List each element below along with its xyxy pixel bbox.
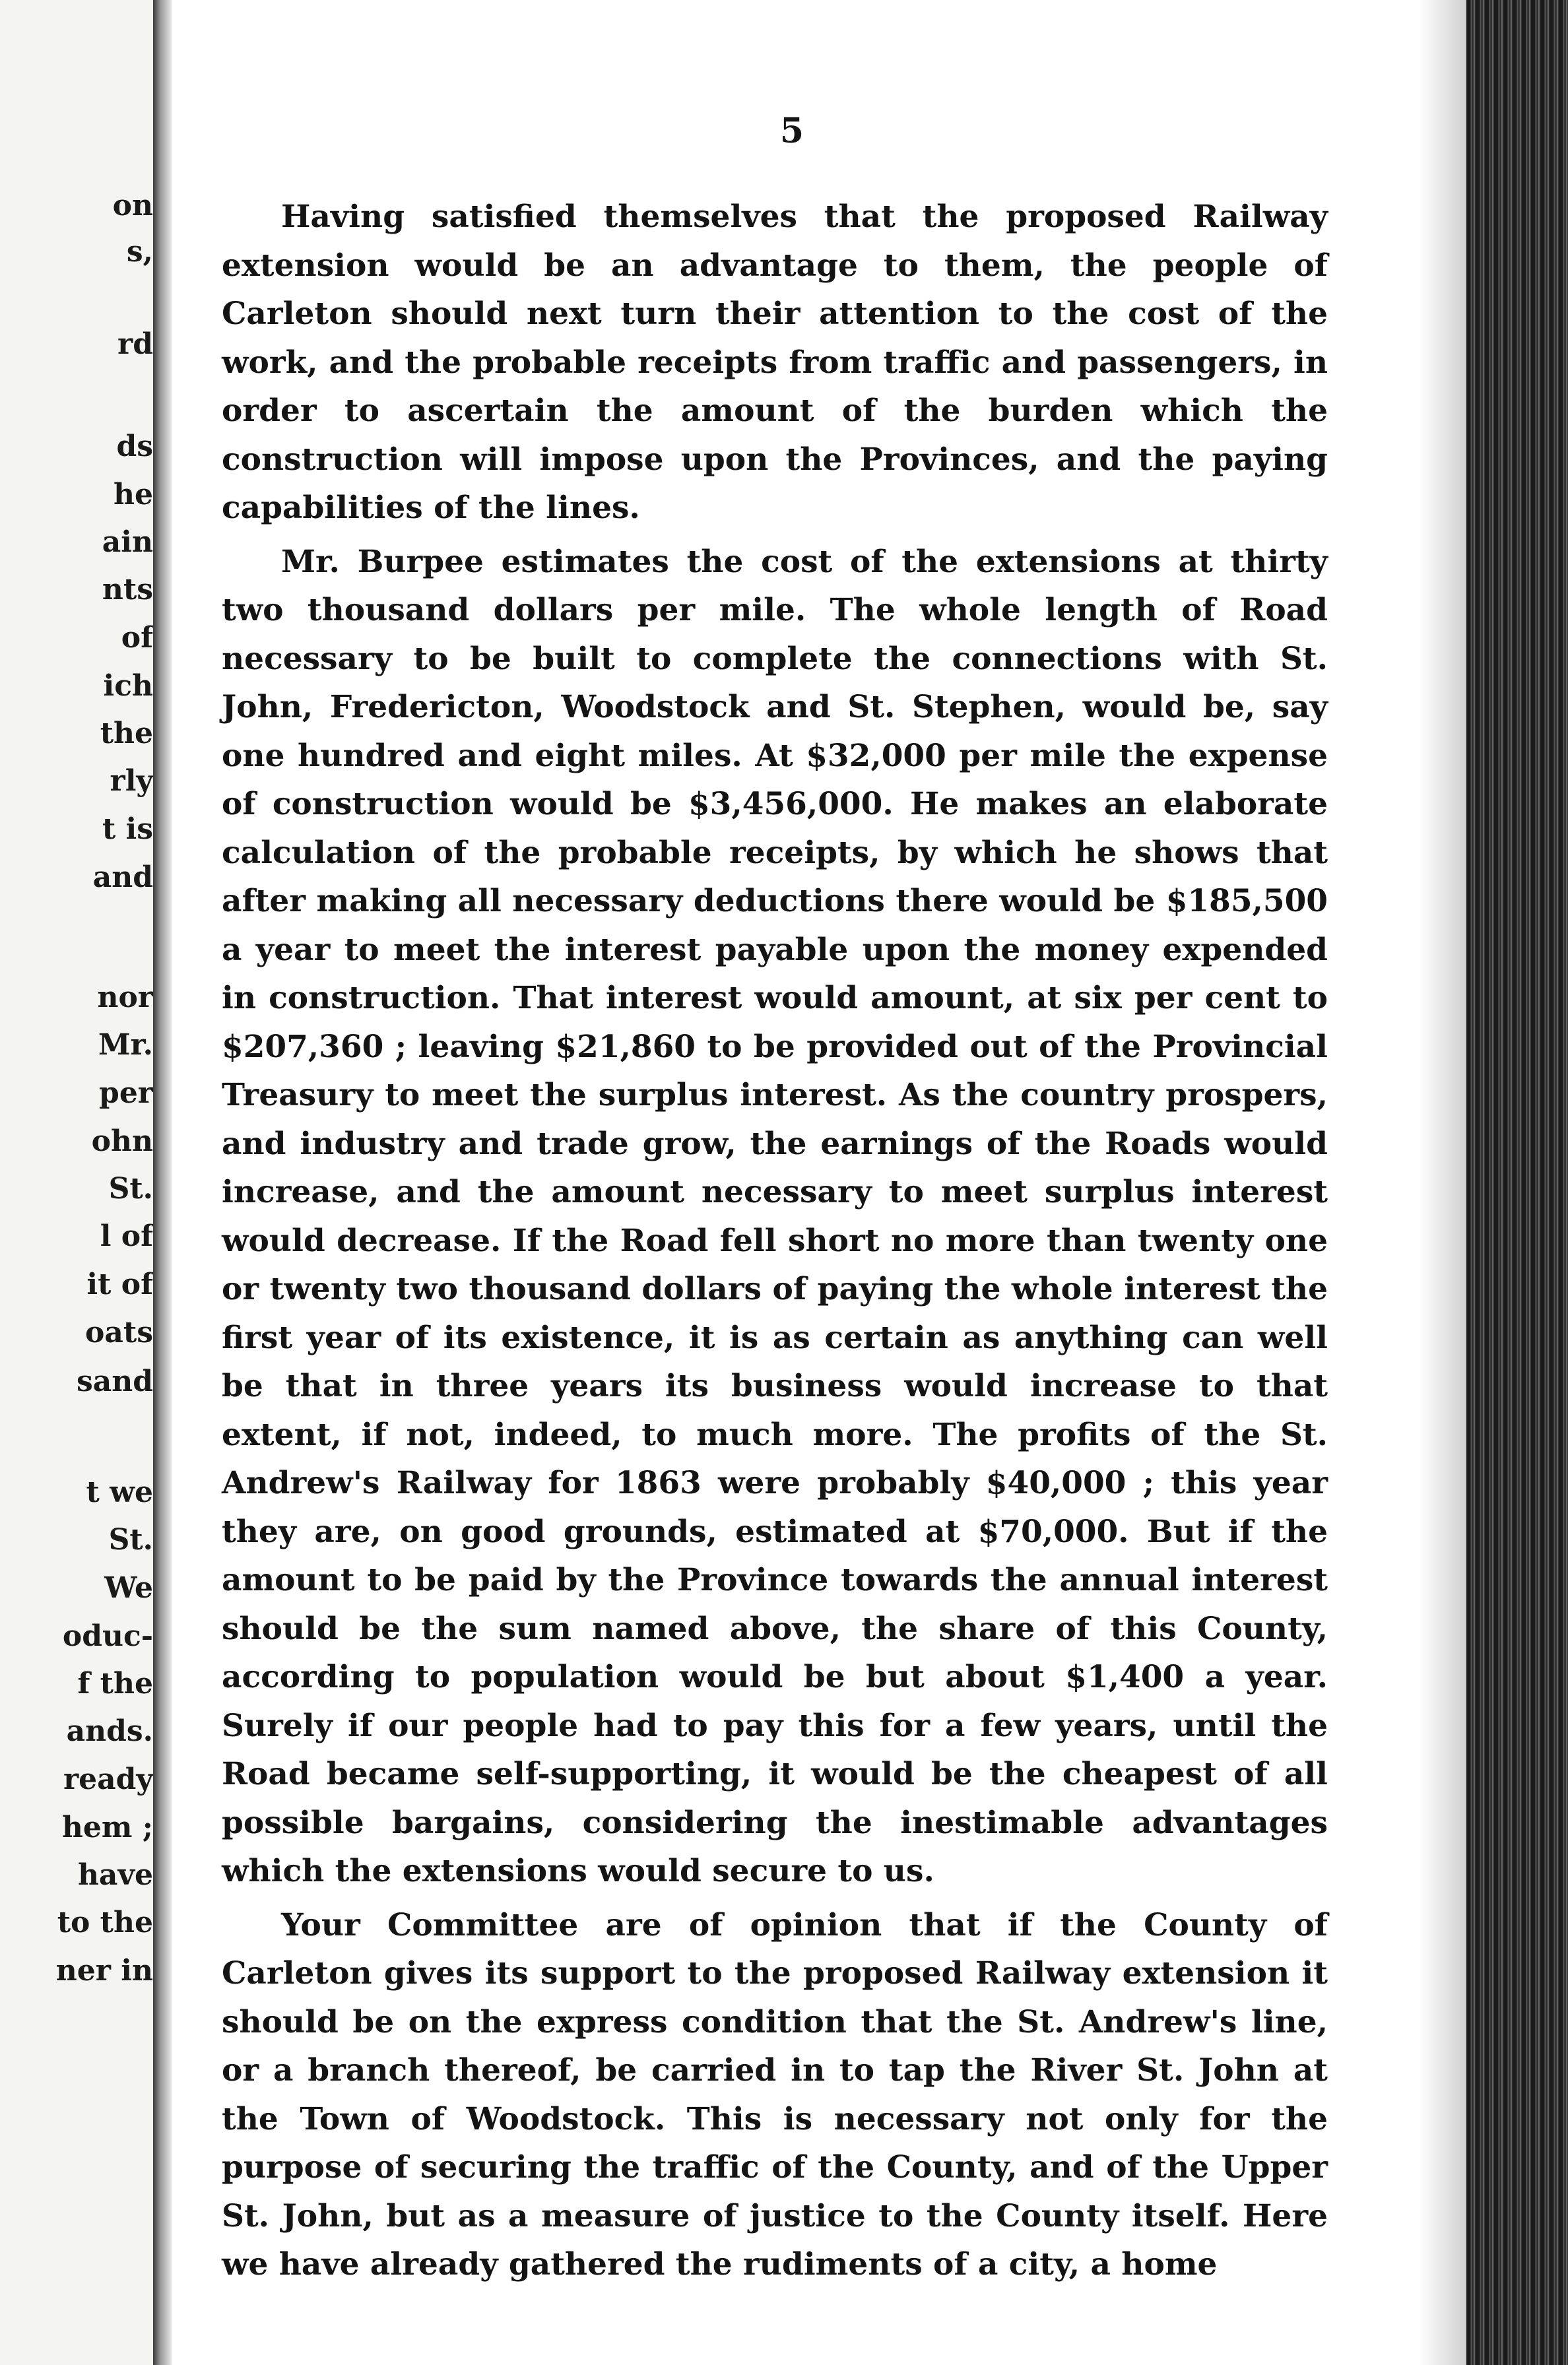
facing-line: it of [86, 1268, 153, 1301]
facing-page-fragment [0, 0, 153, 2365]
facing-line: oduc- [62, 1619, 153, 1653]
facing-line: he [114, 478, 153, 511]
facing-line: ner in [55, 1954, 153, 1988]
book-page-edge [1466, 0, 1568, 2365]
paragraph: Having satisfied themselves that the proposed Railway extension would be an advantage to them, the people of Carleton should next turn their attention to the cost of the work, and the probable receipts from traffic and passengers, in order to ascertain the amount of the burden which the construction will impose upon the Provinces, and the paying capabilities of the lines. [222, 199, 1328, 526]
facing-line: nts [102, 573, 153, 606]
facing-line: oats [85, 1316, 153, 1349]
paragraph: Your Committee are of opinion that if the County of Carleton gives its support to the proposed Railway extension it should be on the express condition that the St. Andrew's line, or a branch thereof, be carried in to tap the River St. John at the Town of Woodstock. This is necessary not only for the purpose of securing the traffic of the County, and of the Upper St. John, but as a measure of justice to the County itself. Here we have already gathered the rudiments of a city, a home [222, 1906, 1328, 2283]
facing-line: t we [86, 1475, 153, 1509]
facing-line: on [112, 189, 153, 222]
facing-line: ready [63, 1763, 153, 1796]
body-text [222, 193, 1328, 2289]
facing-line: l of [100, 1219, 153, 1253]
facing-line: of [121, 621, 153, 655]
facing-line: We [104, 1571, 153, 1605]
facing-line: f the [77, 1667, 153, 1701]
facing-line: St. [108, 1172, 153, 1206]
facing-line: sand [76, 1365, 153, 1398]
facing-line: St. [108, 1523, 153, 1557]
facing-line: t is [102, 812, 153, 846]
page-number: 5 [779, 111, 804, 151]
facing-line: s, [126, 235, 153, 269]
facing-line: ds [116, 430, 153, 463]
facing-line: the [100, 717, 153, 750]
facing-line: to the [57, 1906, 153, 1939]
facing-line: have [77, 1858, 153, 1892]
paragraph: Mr. Burpee estimates the cost of the extensions at thirty two thousand dollars per mile. The whole length of Road necessary to be built to complete the connections with St. John, Fredericton, Woodstock and St. Stephen, would be, say one hundred and eight miles. At $32,000 per mile the expense of construction would be $3,456,000. He makes an elaborate calculation of the probable receipts, by which he shows that after making all necessary deductions there would be $185,500 a year to meet the interest payable upon the money expended in construction. That interest would amount, at six per cent to $207,360 ; leaving $21,860 to be provided out of the Provincial Treasury to meet the surplus interest. As the country prospers, and industry and trade grow, the earnings of the Roads would increase, and the amount necessary to meet surplus interest would decrease. If the Road fell short no more than twenty one or twenty two thousand dollars of paying the whole interest the first year of its existence, it is as certain as anything can well be that in three years its business would increase to that extent, if not, indeed, to much more. The profits of the St. Andrew's Railway for 1863 were probably $40,000 ; this year they are, on good grounds, estimated at $70,000. But if the amount to be paid by the Province towards the annual interest should be the sum named above, the share of this County, according to population would be but about $1,400 a year. Surely if our people had to pay this for a few years, until the Road became self-supporting, it would be the cheapest of all possible bargains, considering the inestimable advantages which the extensions would secure to us. [222, 543, 1328, 1889]
facing-line: per [99, 1076, 153, 1110]
facing-line: ands. [66, 1714, 153, 1748]
facing-line: ohn [91, 1124, 153, 1158]
facing-line: and [92, 860, 153, 894]
facing-line: ain [102, 525, 153, 559]
facing-line: rd [117, 327, 153, 361]
facing-line: ich [103, 669, 153, 703]
facing-line: hem ; [61, 1811, 153, 1844]
book-gutter [153, 0, 172, 2365]
page-edge-shadow [1419, 0, 1466, 2365]
facing-line: rly [110, 764, 153, 798]
facing-line: nor [97, 981, 153, 1014]
facing-line: Mr. [98, 1028, 153, 1062]
